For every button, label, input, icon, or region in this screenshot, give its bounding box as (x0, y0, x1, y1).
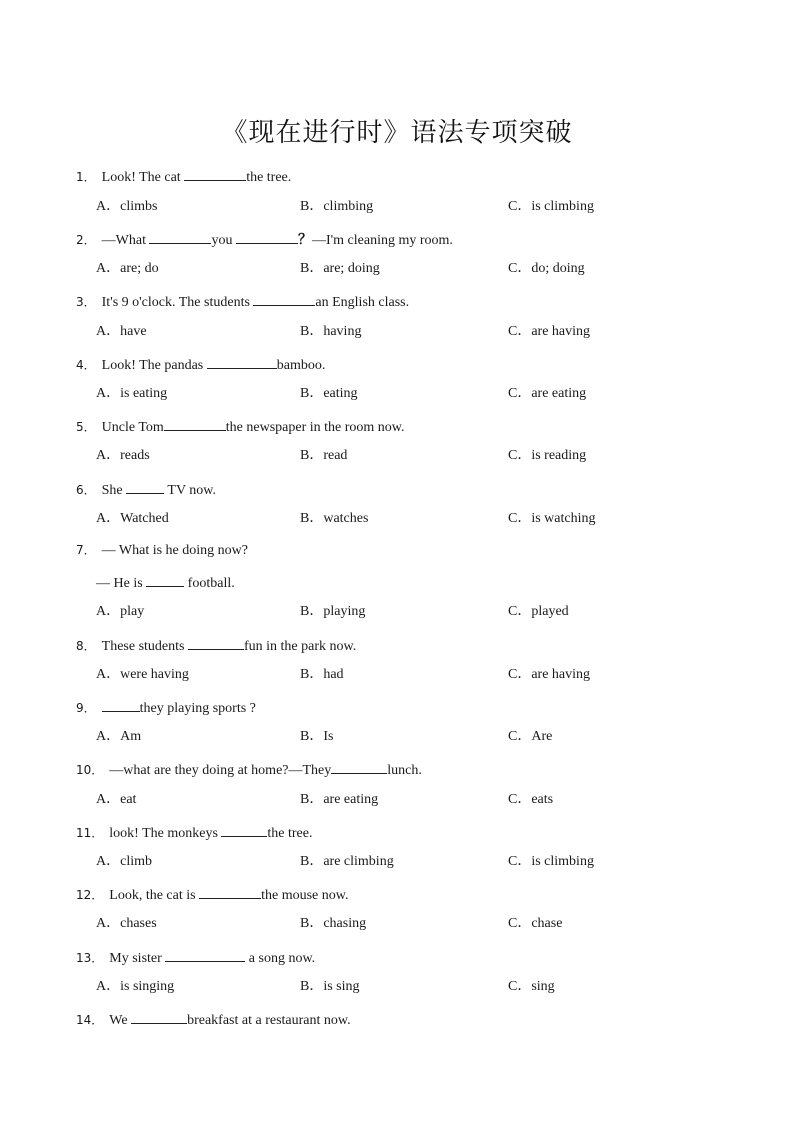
answer-blank[interactable] (149, 229, 211, 244)
option-a[interactable]: A．eat (96, 792, 137, 807)
option-c[interactable]: C．is climbing (508, 199, 594, 214)
option-b[interactable]: B．watches (300, 511, 369, 526)
option-b[interactable]: B．playing (300, 604, 366, 619)
question-10: 10． —what are they doing at home?—They lunch. (76, 759, 422, 780)
option-c[interactable]: C．eats (508, 792, 554, 807)
option-b[interactable]: B．had (300, 667, 344, 682)
option-b[interactable]: B．having (300, 324, 362, 339)
option-b[interactable]: B．are climbing (300, 854, 394, 869)
option-a[interactable]: A．play (96, 604, 145, 619)
option-c[interactable]: C．do; doing (508, 261, 585, 276)
option-a[interactable]: A．reads (96, 448, 150, 463)
question-3: 3． It's 9 o'clock. The students an English class. (76, 291, 409, 312)
option-c[interactable]: C．is climbing (508, 854, 594, 869)
option-b[interactable]: B．eating (300, 386, 358, 401)
option-c[interactable]: C．is reading (508, 448, 587, 463)
answer-blank[interactable] (146, 572, 184, 587)
option-c[interactable]: C．chase (508, 916, 563, 931)
question-13: 13． My sister a song now. (76, 947, 315, 968)
option-c[interactable]: C．played (508, 604, 569, 619)
option-a[interactable]: A．climb (96, 854, 152, 869)
answer-blank[interactable] (207, 354, 277, 369)
question-5: 5． Uncle Tom the newspaper in the room now. (76, 416, 405, 437)
option-c[interactable]: C．are having (508, 667, 591, 682)
option-a[interactable]: A．Watched (96, 511, 169, 526)
answer-blank[interactable] (199, 884, 261, 899)
option-b[interactable]: B．are eating (300, 792, 379, 807)
option-c[interactable]: C．are having (508, 324, 591, 339)
answer-blank[interactable] (253, 291, 315, 306)
option-a[interactable]: A．is singing (96, 979, 175, 994)
page-title: 《现在进行时》语法专项突破 (221, 118, 573, 148)
question-1: 1． Look! The cat the tree. (76, 166, 291, 187)
question-9: 9． they playing sports ? (76, 697, 256, 718)
question-8: 8． These students fun in the park now. (76, 635, 356, 656)
option-a[interactable]: A．are; do (96, 261, 159, 276)
option-b[interactable]: B．chasing (300, 916, 367, 931)
question-14: 14． We breakfast at a restaurant now. (76, 1009, 351, 1030)
answer-blank[interactable] (164, 416, 226, 431)
answer-blank[interactable] (165, 947, 245, 962)
option-c[interactable]: C．are eating (508, 386, 587, 401)
answer-blank[interactable] (188, 635, 244, 650)
answer-blank[interactable] (126, 479, 164, 494)
answer-blank[interactable] (236, 229, 298, 244)
option-a[interactable]: A．climbs (96, 199, 158, 214)
question-2: 2． —What you ？—I'm cleaning my room. (76, 229, 453, 250)
option-b[interactable]: B．Is (300, 729, 334, 744)
answer-blank[interactable] (102, 697, 140, 712)
option-a[interactable]: A．is eating (96, 386, 168, 401)
option-a[interactable]: A．were having (96, 667, 189, 682)
option-b[interactable]: B．read (300, 448, 348, 463)
answer-blank[interactable] (221, 822, 267, 837)
option-c[interactable]: C．sing (508, 979, 555, 994)
option-a[interactable]: A．Am (96, 729, 142, 744)
option-c[interactable]: C．is watching (508, 511, 596, 526)
question-11: 11． look! The monkeys the tree. (76, 822, 313, 843)
question-7-reply: — He is football. (96, 572, 235, 593)
option-b[interactable]: B．climbing (300, 199, 374, 214)
option-a[interactable]: A．have (96, 324, 147, 339)
question-4: 4． Look! The pandas bamboo. (76, 354, 325, 375)
answer-blank[interactable] (331, 759, 387, 774)
question-6: 6． She TV now. (76, 479, 216, 500)
option-b[interactable]: B．is sing (300, 979, 360, 994)
question-12: 12． Look, the cat is the mouse now. (76, 884, 348, 905)
answer-blank[interactable] (131, 1009, 187, 1024)
answer-blank[interactable] (184, 166, 246, 181)
option-b[interactable]: B．are; doing (300, 261, 380, 276)
option-a[interactable]: A．chases (96, 916, 157, 931)
option-c[interactable]: C．Are (508, 729, 553, 744)
question-7: 7． — What is he doing now? (76, 543, 248, 558)
